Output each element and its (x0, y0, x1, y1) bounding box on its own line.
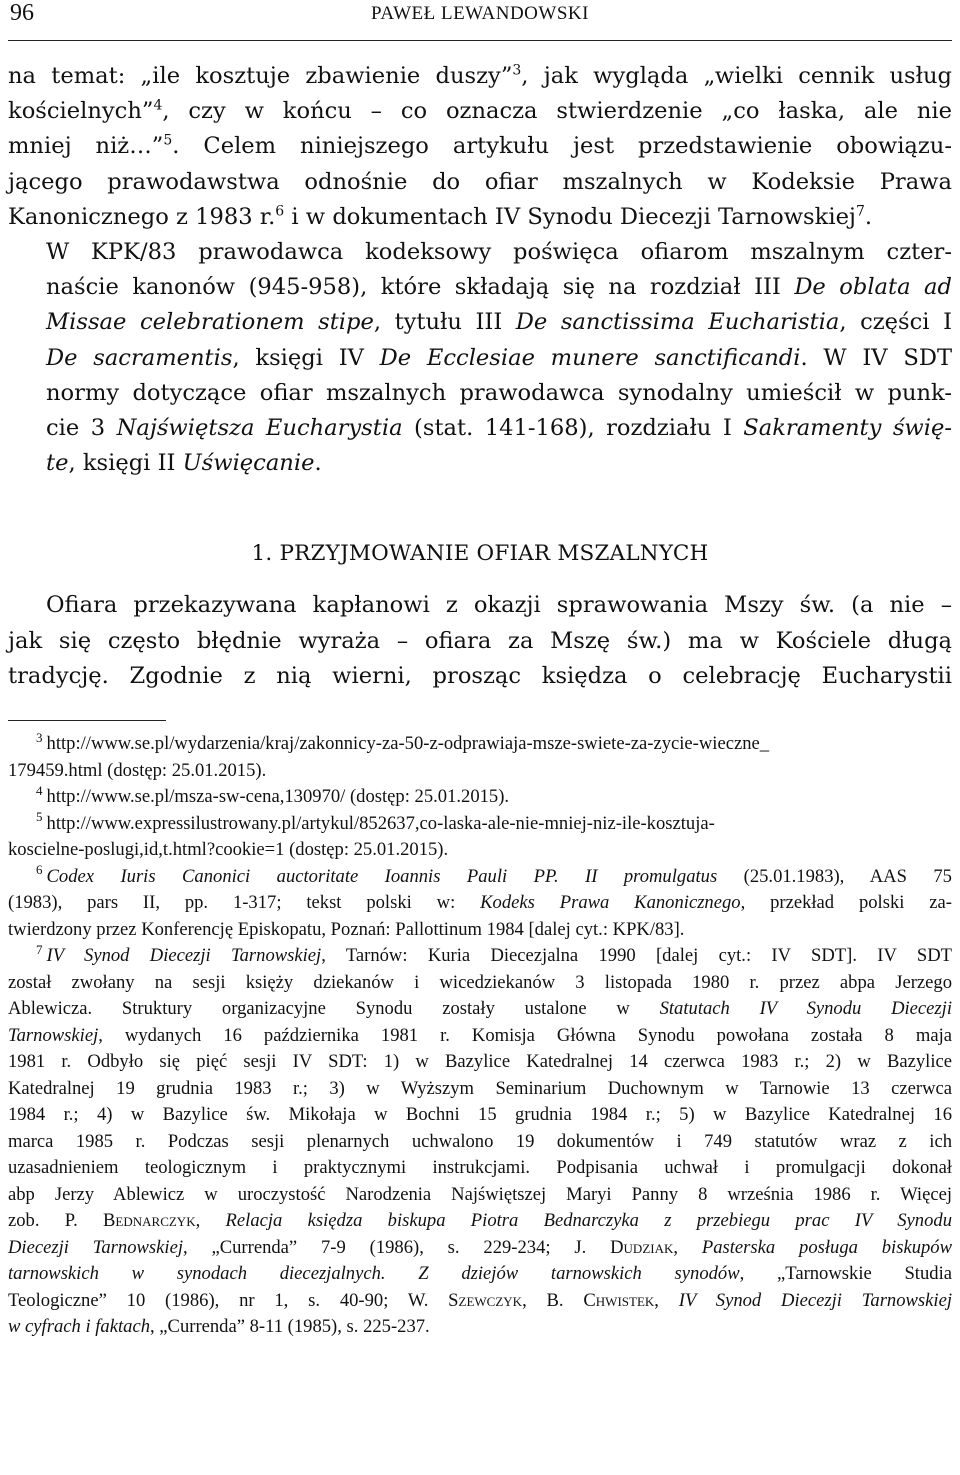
footnote-3: $^3$ http://www.se.pl/wydarzenia/kraj/zakonnicy-za-50-z-odprawiaja-msze-swiete-za-zycie-wieczne_ 179459.html (dostęp: 25.01.2015). (8, 729, 770, 781)
paragraph-kpk: W KPK/83 prawodawca kodeksowy poświęca ofiarom mszalnym czter- naście kanonów (945-958), które składają się na rozdział III De oblata ad Missae celebrationem stipe, tytułu III De sanctissima Eucharistia, części I De sacramentis, księgi IV De Ecclesiae munere sanctificandi. W IV SDT normy dotyczące ofiar mszalnych prawodawca synodalny umieścił w punk- cie 3 Najświętsza Eucharystia (stat. 141-168), rozdziału I Sakramenty świę- te, księgi II Uświęcanie. (46, 239, 953, 477)
footnotes (8, 731, 952, 1341)
footnote-link[interactable]: http://www.se.pl/msza-sw-cena,130970/ (46, 786, 346, 808)
footnote-4: $^4$ http://www.se.pl/msza-sw-cena,130970/ (dostęp: 25.01.2015). (36, 782, 510, 808)
footnote-link[interactable]: http://www.expressilustrowany.pl/artykul/852637,co-laska-ale-nie-mniej-niz-ile-kosztuja- (46, 812, 715, 834)
footnote-7: $^7$ IV Synod Diecezji Tarnowskiej, Tarnów: Kuria Diecezjalna 1990 [dalej cyt.: IV SDT]. IV SDT został zwołany na sesji księży dziekanów i wicedziekanów 3 listopada 1980 r. przez abpa Jerzego Ablewicza. Struktury organizacyjne Synodu zostały ustalone w Statutach IV Synodu Diecezji Tarnowskiej, wydanych 16 października 1981 r. Komisja Główna Synodu powołana została 8 maja 1981 r. Odbyło się pięć sesji IV SDT: 1) w Bazylice Katedralnej 14 czerwca 1983 r.; 2) w Bazylice Katedralnej 19 grudnia 1983 r.; 3) w Wyższym Seminarium Duchownym w Tarnowie 13 czerwca 1984 r.; 4) w Bazylice św. Mikołaja w Bochni 15 grudnia 1984 r.; 5) w Bazylice Katedralnej 16 marca 1985 r. Podczas sesji plenarnych uchwalono 19 dokumentów i 749 statutów wraz z ich uzasadnieniem teologicznym i praktycznymi instrukcjami. Podpisania uchwał i promulgacji dokonał abp Jerzy Ablewicz w uroczystość Narodzenia Najświętszej Maryi Panny 8 września 1986 r. Więcej zob. P. Bednarczyk, Relacja księdza biskupa Piotra Bednarczyka z przebiegu prac IV Synodu Diecezji Tarnowskiej, „Currenda” 7-9 (1986), s. 229-234; J. Dudziak, Pasterska posługa biskupów tarnowskich w synodach diecezjalnych. Z dziejów tarnowskich synodów, „Tarnowskie Studia Teologiczne” 10 (1986), nr 1, s. 40-90; W. Szewczyk, B. Chwistek, IV Synod Diecezji Tarnowskiej w cyfrach i faktach, „Currenda” 8-11 (1985), s. 225-237. (8, 941, 953, 1338)
page-number: 96 (10, 0, 34, 26)
footnote-rule (8, 720, 166, 721)
footnote-6: $^6$ Codex Iuris Canonici auctoritate Ioannis Pauli PP. II promulgatus (25.01.1983), AAS 75 (1983), pars II, pp. 1-317; tekst polski w: Kodeks Prawa Kanonicznego, przekład polski za- twierdzony przez Konferencję Episkopatu, Poznań: Pallottinum 1984 [dalej cyt.: KPK/83]. (8, 862, 952, 940)
section-heading: 1. PRZYJMOWANIE OFIAR MSZALNYCH (251, 541, 709, 567)
paragraph-intro: na temat: „ile kosztuje zbawienie duszy”$^3$, jak wygląda „wielki cennik usług kościelnych”$^4$, czy w końcu – co oznacza stwierdzenie „co łaska, ale nie mniej niż…”$^5$. Celem niniejszego artykułu jest przedstawienie obowiązu- jącego prawodawstwa odnośnie do ofiar mszalnych w Kodeksie Prawa Kanonicznego z 1983 r.$^6$ i w dokumentach IV Synodu Diecezji Tarnowskiej$^7$. (8, 62, 952, 230)
section-body (8, 588, 952, 694)
footnote-5: $^5$ http://www.expressilustrowany.pl/artykul/852637,co-laska-ale-nie-mniej-niz-ile-kosztuja- koscielne-poslugi,id,t.html?cookie=1 (dostęp: 25.01.2015). (8, 809, 715, 861)
footnote-link[interactable]: http://www.se.pl/wydarzenia/kraj/zakonnicy-za-50-z-odprawiaja-msze-swiete-za-zycie-wieczne_ (46, 733, 770, 755)
running-title: PAWEŁ LEWANDOWSKI (371, 3, 589, 24)
running-head (8, 0, 952, 41)
page (8, 0, 952, 1341)
body-text (8, 59, 952, 481)
paragraph-section-1: Ofiara przekazywana kapłanowi z okazji sprawowania Mszy św. (a nie – jak się często błędnie wyraża – ofiara za Mszę św.) ma w Kościele długą tradycję. Zgodnie z nią wierni, prosząc księdza o celebrację Eucharystii (8, 592, 952, 689)
